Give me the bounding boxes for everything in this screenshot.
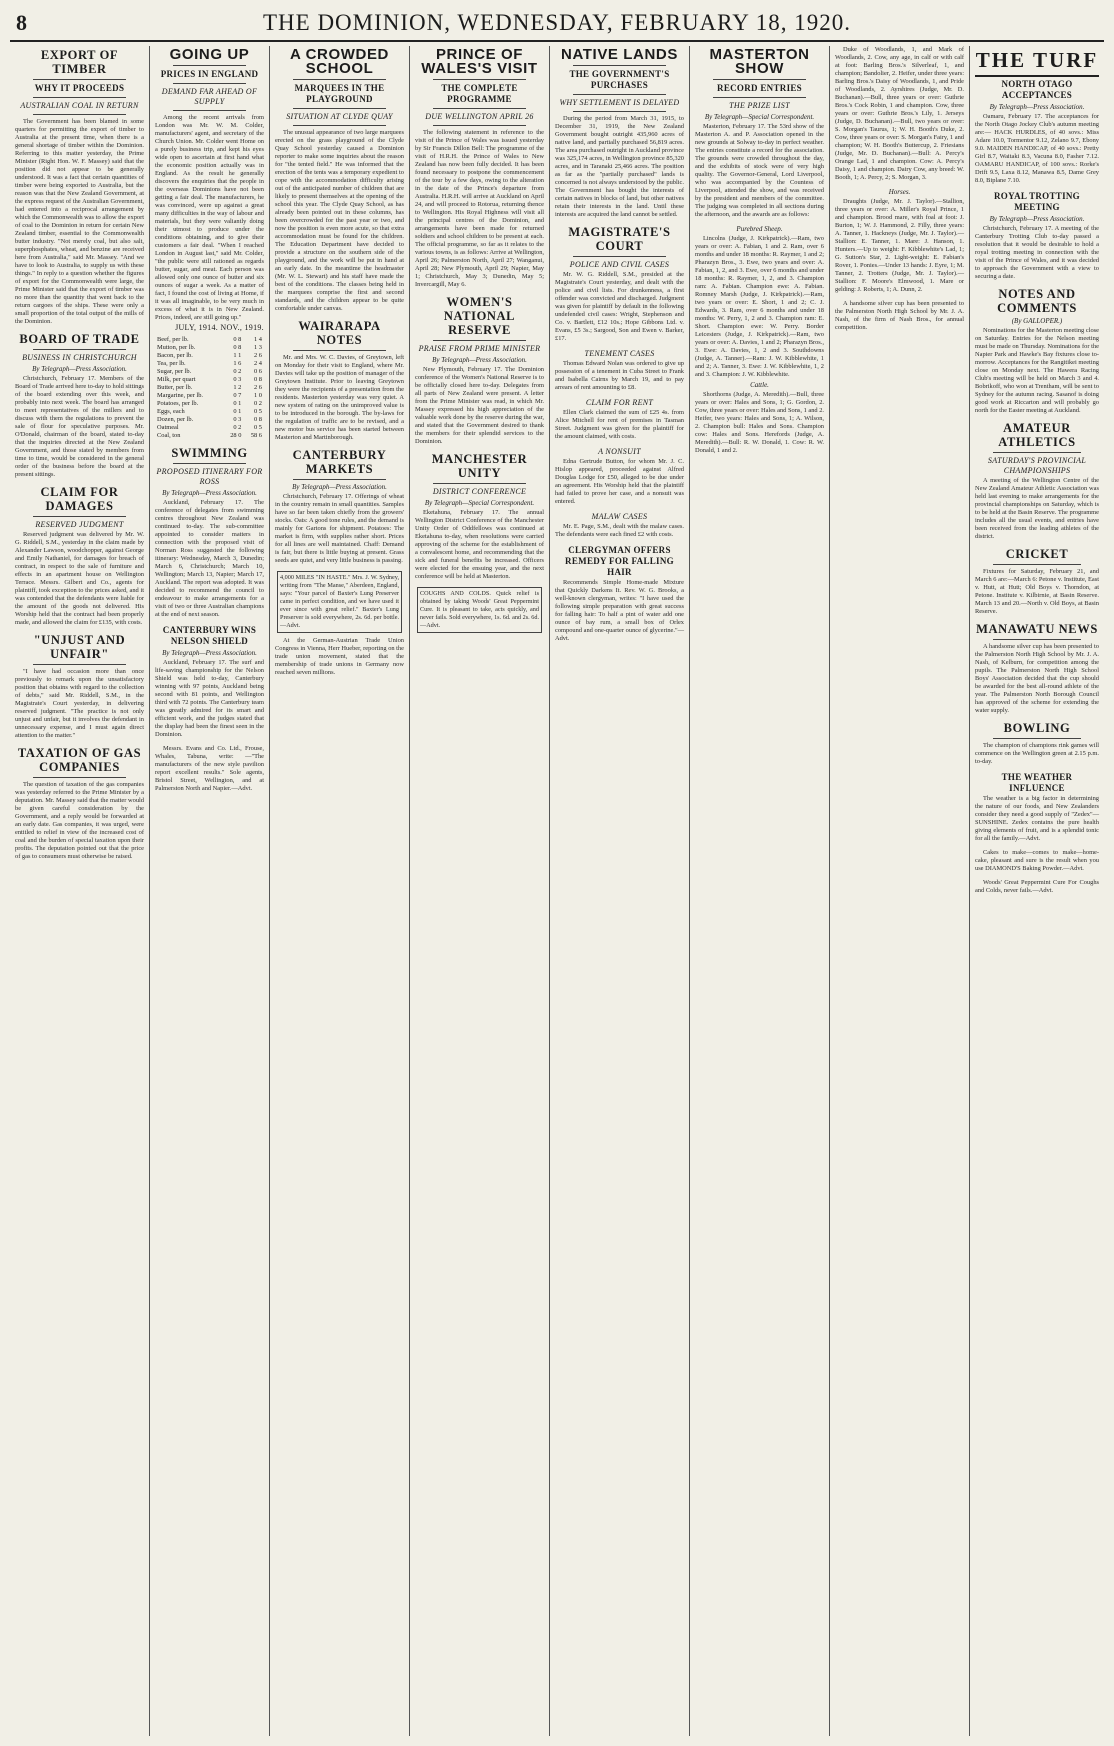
price-row [155,352,264,360]
headline: NATIVE LANDS [561,46,678,63]
price-1919: 0 2 [254,400,262,407]
headline: ROYAL TROTTING MEETING [994,191,1080,212]
article-bowling [975,721,1099,766]
price-1914: 0 2 [233,424,242,431]
article-body: The unusual appearance of two large marquees erected on the grass playground of the Clyde Quay School yesterday caused a Dominion reporter to make some inquiries about the reason for "the tented field." He was informed that the erection of the tents was a temporary expedient to cope with the accommodation difficulty arising out of the anticipated number of children that are likely to present themselves at the opening of the school this year. The Clyde Quay School, as has already been pointed out in these columns, has been overcrowded for the past year or two, and now the position is even more acute, so that extra accommodation must be found for the children. The Education Department have decided to provide a structure on the southern side of the playground, and the work will be put in hand at an early date. In the meantime the headmaster (Mr. W. L. Stewart) and his staff have made the best of the conditions. The classes being held in the marquees comprise the first and second standards, and the children appear to be quite comfortable under canvas. [275,129,406,312]
column-2 [150,46,270,1736]
headline: TAXATION OF GAS COMPANIES [17,746,142,774]
article-body: Lincolns (Judge, J. Kirkpatrick).—Ram, two years or over: A. Fabian, 1 and 2. Ram, over 6 months and under 18 months: R. Raymer, 1 and 2; Pharazyn Bros., 3. Ewe, two years and over: A. Fabian, 1, 2, and 3. Ewe, over 6 months and under 18 months: R. Raymer, 1, 2, and 3. Champion ram: A. Fabian. Champion ewe: A. Fabian. Romney Marsh (Judge, J. Kirkpatrick).—Ram, two years or over: E. Short, 1 and 2; C. J. Edwards, 3. Ram, over 6 months and under 18 months: W. Perry, 1, 2 and 3. Champion ram: E. Short. Champion ewe: W. Perry. Border Leicesters (Judge, J. Kirkpatrick).—Ram, two years or over: A. Davies, 1 and 2; Pharazyn Bros., 3. Ewe: A. Davies, 1, 2 and 3. Southdowns (Judge, A. Tanner).—Ram: J. W. Kibblewhite, 1 and 2; A. Tanner, 3. Ewe: J. W. Kibblewhite, 1, 2 and 3. Champion: J. W. Kibblewhite. [695,235,826,378]
prize-list-cattle [835,46,964,182]
article-manawatu-news [975,622,1099,715]
article-native-lands [555,48,684,219]
subheadline: TENEMENT CASES [584,349,655,358]
article-malaw-cases [555,512,684,539]
price-item: Margarine, per lb. [157,392,204,399]
subheadline: DEMAND FAR AHEAD OF SUPPLY [161,87,258,106]
article-body: Recommends Simple Home-made Mixture that Quickly Darkens It. Rev. W. G. Brooks, a well-known clergyman, writes: "I have used the following simple preparation with great success for falling hair: To half a pint of water add one ounce of bay rum, a small box of Orlex compound and one-quarter ounce of glycerine."—Advt. [555,579,686,642]
section-masthead: THE TURF [975,48,1099,72]
article-masterton-show [695,48,824,219]
column-8 [970,46,1104,1736]
column-6 [690,46,830,1736]
headline: AMATEUR ATHLETICS [998,421,1076,449]
article-body: A meeting of the Wellington Centre of the New Zealand Amateur Athletic Association was held last evening to make arrangements for the provincial championships on Saturday, which is to be held at the Basin Reserve. The programme includes all the usual events, and entries have been received from the leading athletes of the district. [975,477,1101,540]
article-body: The champion of champions rink games will commence on the Wellington green at 2.15 p.m. to-day. [975,742,1101,765]
price-row [155,416,264,424]
byline: By Telegraph—Press Association. [162,489,257,497]
byline: By Telegraph—Press Association. [32,365,127,373]
subheadline: DUE WELLINGTON APRIL 26 [425,112,534,121]
price-1914: 1 2 [233,384,242,391]
article-body: New Plymouth, February 17. The Dominion conference of the Women's National Reserve is to be officially closed here to-day. Delegates from all parts of New Zealand were present. A letter from the Prime Minister was read, in which Mr. Massey expressed his high appreciation of the valuable work done by the reserve during the war, and stated that the Government desired to thank the members for their splendid services to the Dominion. [415,366,546,445]
article-magistrates-court [555,225,684,343]
article-body: "I have had occasion more than once previously to remark upon the unsatisfactory position that obtains with regard to the collection of debts," said Mr. Riddell, S.M., in the Magistrate's Court yesterday, in delivering reserved judgment. "The practice is not only unjust and unfair, but it involves the defendant in unnecessary expense, and I must again direct attention to the matter." [15,668,146,739]
headline: CLAIM FOR DAMAGES [40,485,119,513]
subheadline: SATURDAY'S PROVINCIAL CHAMPIONSHIPS [987,456,1087,475]
article-body: Auckland, February 17. The conference of delegates from swimming centres throughout New Zealand was continued to-day. The sub-committee appointed to consider matters in connection with the proposed visit of Norman Ross suggested the following itinerary: Wednesday, March 3, Dunedin; March 6, Christchurch; March 10, Wellington; March 13, Napier; March 17, Auckland. The report was adopted. It was decided to recommend the council to endeavour to make arrangements for a visit of two or three Australian champions at the end of next season. [155,499,266,618]
article-body: Shorthorns (Judge, A. Meredith).—Bull, three years or over: Hales and Sons, 1; G. Gordon, 2. Cow, three years or over: Hales and Sons, 1 and 2. Heifer, two years: Hales and Sons, 1; A. Wilson, 2. Champion bull: Hales and Sons. Champion cow: Hales and Sons. Herefords (Judge, A. Meredith).—Bull: R. W. Donald, 1. Cow: R. W. Donald, 1 and 2. [695,391,826,454]
prize-list-sheep [695,225,824,455]
article-body: The following statement in reference to the visit of the Prince of Wales was issued yesterday by Sir Francis Dillon Bell: The programme of the visit of H.R.H. the Prince of Wales to New Zealand has now been fully decided. It has been found necessary to postpone the commencement of the tour by a few days, owing to the alteration in the date of the Prince's departure from Australia. H.R.H. will arrive at Auckland on April 24, and will proceed to Rotorua, returning thence to Wellington. His Royal Highness will visit all the principal centres of the Dominion, and arrangements have been made for returned soldiers and school children to be present at each. The official programme, so far as it relates to the various towns, is as follows: Arrive at Wellington, April 26; Palmerston North, April 27; Wanganui, April 28; New Plymouth, April 29; Napier, May 1; Christchurch, May 3; Dunedin, May 5; Invercargill, May 6. [415,129,546,288]
column-5 [550,46,690,1736]
headline: PRINCE OF WALES'S VISIT [421,46,538,77]
advertisement [277,571,402,633]
article-body: Mr. and Mrs. W. C. Davies, of Greytown, left on Monday for their visit to England, where Mr. Davies will take up the position of manager of the Greytown Institute. Prior to leaving Greytown they were the recipients of a presentation from the residents. Masterton yesterday was very quiet. A new system of rating on the unimproved value is to be introduced in the borough. The by-laws for the regulation of traffic are to be revised, and a new motor bus service has been started between Masterton and Martinborough. [275,354,406,441]
price-item: Sugar, per lb. [157,368,192,375]
column-4 [410,46,550,1736]
byline: By Telegraph—Press Association. [162,649,257,657]
ad-text: Woods' Great Peppermint Cure For Coughs and Colds, never fails.—Advt. [975,879,1101,894]
article-body: Thomas Edward Nolan was ordered to give up possession of a tenement in Cuba Street to Frank and Isabella Cairns by March 19, and to pay arrears of rent amounting to £8. [555,360,686,391]
article-manchester-unity [415,452,544,581]
headline: CANTERBURY MARKETS [292,448,387,476]
article-body: Christchurch, February 17. Members of the Board of Trade arrived here to-day to hold sittings of the board extending over this week, and probably into next week. The board has arranged to meet representatives of the millers and to discuss with them the regulations to prevent the sale of flour for speculative purposes. Mr. O'Donald, chairman of the board, stated to-day that the inquiries directed at the New Zealand Government, and those stated by members from time to time, would be considered in the general order of the business before the board at the present sittings. [15,375,146,478]
subheadline: MARQUEES IN THE PLAYGROUND [294,83,385,104]
price-1919: 0 8 [254,376,262,383]
article-unjust-and-unfair [15,633,144,740]
price-item: Beef, per lb. [157,336,189,343]
article-weather-influence [975,772,1099,843]
ad-text: COUGHS AND COLDS. Quick relief is obtained by taking Woods' Great Peppermint Cure. It is pleasant to take, acts quickly, and never fails. Sold everywhere, 1s. 6d. and 2s. 6d.—Advt. [420,590,541,629]
subheadline: MALAW CASES [591,512,648,521]
article-body: The Government has been blamed in some quarters for permitting the export of timber to Australia at the present time, when there is a general shortage of timber within the Dominion. Referring to this matter yesterday, the Prime Minister (Right Hon. W. F. Massey) said that the position did not appear to be generally understood. It was a fact that certain quantities of timber were being exported to Australia, but the reason was that the New Zealand Government, at the express request of the Australian Government, had entered into a reciprocal arrangement by which the Commonwealth was to allow the export of coal to the Dominion in return for certain New Zealand timber, essential to the Commonwealth butter industry. "Not merely coal, but also salt, superphosphates, wheat, and benzine are received here from Australia," said Mr. Massey. "And we have to look to Australia, to supply us with these things." In reply to a question whether the figures of export for the Commonwealth were large, the Prime Minister said that the export of timber was no more than the quantity that went back to the return cargoes of the ships. These were only a small proportion of the total output of the mills of the Dominion. [15,118,146,325]
price-1914: 0 8 [233,336,242,343]
price-row [155,376,264,384]
price-table [155,336,264,440]
price-item: Potatoes, per lb. [157,400,199,407]
article-body: Nominations for the Masterton meeting close on Saturday. Entries for the Nelson meeting must be made on Thursday. Nominations for the Napier Park and Hawke's Bay fixtures close to-morrow. Acceptances for the Rangitikei meeting close on Monday next. The Hawera Racing Club's meeting will be held on March 3 and 4. Bobrikoff, who won at Trentham, will be sent to Sydney for the autumn racing. Sasanof is doing good work at Riccarton and will probably go north for the Easter meeting at Auckland. [975,327,1101,414]
price-row [155,432,264,440]
article-body: Duke of Woodlands, 1, and Mark of Woodlands, 2. Cow, any age, in calf or with calf at foot: Barling Bros.'s Silverleaf, 1, and champion; Bandolier, 2. Heifer, under three years: Barling Bros.'s Daisy of Woodlands, 1, and Pride of Woodlands, 2. Ayrshires (Judge, Mr. D. Buchanan).—Bull, three years or over: Guthrie Bros.'s Cock Robin, 1 and champion. Cow, three years or over: Guthrie Bros.'s Lily, 1. Jerseys (Judge, D. Buchanan).—Bull, two years or over: S. Morgan's Taurus, 1; W. H. Booth's Duke, 2. Cow, three years or over: S. Morgan's Fairy, 1 and champion; W. H. Booth's Buttercup, 2. Friesians (Judge, Mr. D. Buchanan).—Bull: A. Percy's Orange Lad, 1 and champion. Cow: A. Percy's Daisy, 1 and champion. Dairy Cow, any breed: W. Booth, 1; A. Percy, 2; S. Morgan, 3. [835,46,966,181]
headline: CLERGYMAN OFFERS REMEDY FOR FALLING HAIR [565,545,674,577]
article-north-otago [975,79,1099,185]
article-body: Christchurch, February 17. A meeting of the Canterbury Trotting Club to-day passed a resolution that it would be desirable to hold a royal trotting meeting in connection with the visit of the Prince of Wales, and it was decided to approach the Government with a view to securing a date. [975,225,1101,280]
price-item: Milk, per quart [157,376,196,383]
article-trade-union [275,637,404,677]
headline: NORTH OTAGO ACCEPTANCES [1001,79,1073,100]
ad-text: Cakes to make—comes to make—home-cake, pleasant and sure is the result when you use DIAMOND'S Baking Powder.—Advt. [975,849,1101,872]
prize-list-horses [835,188,964,294]
price-1914: 0 7 [233,392,242,399]
subheadline: SITUATION AT CLYDE QUAY [286,112,393,121]
article-export-of-timber [15,48,144,326]
article-going-up [155,48,264,440]
price-row [155,408,264,416]
price-row [155,336,264,344]
headline: "UNJUST AND UNFAIR" [33,633,126,661]
price-1919: 0 5 [254,408,262,415]
price-1919: 0 8 [254,416,262,423]
article-royal-trotting [975,191,1099,281]
subheadline: A NONSUIT [598,447,641,456]
article-prince-of-wales [415,48,544,289]
article-body: At the German-Austrian Trade Union Congress in Vienna, Herr Hueber, reporting on the trade union movement, stated that the membership of trade unions in Germany now reached seven millions. [275,637,406,676]
article-body: Ellen Clark claimed the sum of £25 4s. from Alice Mitchell for rent of premises in Tasman Street. Judgment was given for the plaintiff for the amount claimed, with costs. [555,409,686,440]
section-title: Horses. [888,188,911,196]
byline: By Telegraph—Press Association. [989,215,1085,223]
page-number: 8 [16,10,27,35]
price-item: Mutton, per lb. [157,344,196,351]
notice [835,300,964,332]
article-nonsuit [555,447,684,506]
headline: CANTERBURY WINS NELSON SHIELD [162,625,257,646]
subheadline: PRICES IN ENGLAND [160,69,259,79]
subheadline: THE GOVERNMENT'S PURCHASES [569,69,670,90]
headline: SWIMMING [171,446,248,460]
article-amateur-athletics [975,421,1099,541]
article-swimming [155,446,264,619]
price-item: Coal, ton [157,432,181,439]
advertisement [555,545,684,643]
headline: BOARD OF TRADE [19,332,140,346]
subheadline: RESERVED JUDGMENT [35,520,124,529]
article-body: Masterton, February 17. The 53rd show of the Masterton A. and P. Association opened in the new grounds at Solway to-day in perfect weather. The entries constitute a record for the association. The grounds were crowded throughout the day, and the exhibits of stock were of very high quality. The Governor-General, Lord Liverpool, who was accompanied by the Countess of Liverpool, attended the show, and was received by the president and members of the committee. The judging was completed in all sections during the afternoon, and the awards are as follows: [695,123,826,218]
subheadline: DISTRICT CONFERENCE [432,487,527,496]
article-body: Eketahuna, February 17. The annual Wellington District Conference of the Manchester Unity Order of Oddfellows was continued at Eketahuna to-day, when resolutions were carried approving of the scheme for the establishment of a convalescent home, and recommending that the sick and funeral benefits be increased. Officers were elected for the ensuing year, and the next conference will be held at Masterton. [415,509,546,580]
subheadline: PRAISE FROM PRIME MINISTER [418,344,541,353]
price-1919: 1 0 [254,392,262,399]
headline: BOWLING [1003,721,1071,735]
article-board-of-trade [15,332,144,479]
price-1914: 0 8 [233,344,242,351]
advertisement [975,879,1099,895]
article-body: The weather is a big factor in determining the nature of our foods, and New Zealanders consider they need a good supply of "Zedex"—SUNSHINE. Zedex contains the pure health giving elements of fruit, and is a splendid tonic for all the family.—Advt. [975,795,1101,842]
section-title: Cattle. [750,381,769,389]
article-body: The question of taxation of the gas companies was yesterday referred to the Prime Minister by a deputation. Mr. Massey said that the matter would be given careful consideration by the Government, and a reply would be forwarded at an early date. Gas companies, it was urged, were entitled to relief in view of the increased cost of coal and the burden of special taxation upon their profits. The deputation pointed out that the price of gas to consumers must otherwise be raised. [15,781,146,860]
price-1914: 0 1 [233,408,242,415]
article-canterbury-markets [275,448,404,565]
price-1914: 1 6 [233,360,242,367]
price-1914: 28 0 [230,432,242,439]
price-1914: 0 3 [233,376,242,383]
price-1919: 0 5 [254,424,262,431]
advertisement [155,745,264,793]
byline: By Telegraph—Special Correspondent. [424,499,535,507]
article-wairarapa-notes [275,319,404,442]
article-body: Mr. W. G. Riddell, S.M., presided at the Magistrate's Court yesterday, and dealt with the police and civil lists. For drunkenness, a first offender was convicted and discharged. Judgment was given for plaintiff by default in the following undefended civil cases: Wright, Stephenson and Co. v. Bartlett, £12 10s.; Hope Gibbons Ltd. v. Evans, £5 3s.; Sargood, Son and Ewen v. Barker, £17. [555,271,686,342]
price-row [155,424,264,432]
price-1919: 2 6 [254,384,262,391]
price-row [155,368,264,376]
price-table-heading: JULY, 1914. NOV., 1919. [175,323,264,332]
page-masthead [10,6,1104,42]
byline: By Telegraph—Press Association. [989,103,1085,111]
subheadline: BUSINESS IN CHRISTCHURCH [22,353,137,362]
column-3 [270,46,410,1736]
subheadline: PROPOSED ITINERARY FOR ROSS [156,467,263,486]
headline: MASTERTON SHOW [709,46,810,77]
price-item: Bacon, per lb. [157,352,193,359]
article-body: During the period from March 31, 1915, to December 31, 1919, the New Zealand Government bought outright 435,960 acres of native land, and partially purchased 56,819 acres. The area purchased outright in Auckland province was 325,174 acres, in Wellington province 85,320 acres, and in Taranaki 25,466 acres. The position as far as the "partially purchased" lands is concerned is not always understood by the public. The Government has bought the interests of certain natives in blocks of land, but other natives retain their interests in the land. Until these interests are acquired the land cannot be settled. [555,115,686,218]
article-tenement-cases [555,349,684,392]
article-taxation-of-gas [15,746,144,861]
price-item: Tea, per lb. [157,360,186,367]
article-body: Among the recent arrivals from London was Mr. W. M. Colder, manufacturers' agent, and secretary of the Church Union. Mr. Colder went Home on a purely business trip, and kept his eyes wide open to ascertain at first hand what the economic position actually was in England. As the result he generally discovers the enquiries that the people in the overseas Dominions have not been getting a fair deal. The manufacturers, he was convinced, were up against a great many difficulties in the way of labour and materials, but they were valiantly doing their utmost to produce under the conditions obtaining, and to give their customers a fair deal. "When I reached London in August last," said Mr. Colder, "the public were still rationed as regards butter, sugar, and meat. Each person was allowed only one ounce of butter and six ounces of sugar a week. As a matter of fact, I found the cost of living at Home, if it was all imaginable, to be very much in excess of what it is in New Zealand. Prices, indeed, are still going up." [155,114,266,321]
article-body: Messrs. Evans and Co. Ltd., Frouse, Whales, Tabuna, write: —"The manufacturers of the new style pavilion report excellent results." Sole agents, Bristol Street, Wellington, and at Palmerston North and Napier.—Advt. [155,745,266,792]
byline: By Telegraph—Press Association. [292,483,387,491]
price-item: Butter, per lb. [157,384,193,391]
ad-text: 4,000 MILES "IN HASTE." Mrs. J. W. Sydney, writing from "The Manse," Aberdeen, England, says: "Your parcel of Baxter's Lung Preserver came in perfect condition, and we have used it ever since with great relief." Baxter's Lung Preserver is sold everywhere, 2s. 6d. per bottle.—Advt. [280,574,401,629]
price-1914: 0 2 [233,368,242,375]
article-womens-national-reserve [415,295,544,446]
headline: MANAWATU NEWS [976,622,1098,636]
headline: A CROWDED SCHOOL [289,46,389,77]
headline: GOING UP [169,46,250,63]
price-row [155,344,264,352]
price-row [155,392,264,400]
price-1919: 0 6 [254,368,262,375]
headline: EXPORT OF TIMBER [40,48,119,76]
byline: (By GALLOPER.) [1011,317,1063,325]
subheadline: AUSTRALIAN COAL IN RETURN [20,101,139,110]
headline: WAIRARAPA NOTES [298,319,381,347]
headline: NOTES AND COMMENTS [997,287,1077,315]
column-1 [10,46,150,1736]
article-notes-and-comments [975,287,1099,415]
price-1919: 2 4 [254,360,262,367]
price-1919: 1 3 [254,344,262,351]
price-row [155,400,264,408]
price-1919: 58 6 [250,432,262,439]
article-body: Fixtures for Saturday, February 21, and March 6 are:—March 6: Petone v. Institute, East v. Hutt, at Hutt; Old Boys v. Thorndon, at Petone. Institute v. Kilbirnie, at Basin Reserve. March 13 and 20.—North v. Old Boys, at Basin Reserve. [975,568,1101,615]
subheadline: THE PRIZE LIST [729,101,790,110]
article-body: Oamaru, February 17. The acceptances for the North Otago Jockey Club's autumn meeting are:— HACK HURDLES, of 40 sovs.: Miss Adare 10.0, Tormentor 9.12, Zelano 9.7, Ebony 9.0. MAIDEN HANDICAP, of 40 sovs.: Pretty Girl 8.7, Waitaki 8.3, Vacuna 8.0, Fasher 7.12. OAMARU HANDICAP, of 100 sovs.: Rorke's Drift 9.5, Laxa 8.12, Manawa 8.5, Dame Grey 8.0, Biplane 7.10. [975,113,1101,184]
headline: THE WEATHER INFLUENCE [1001,772,1073,793]
byline: By Telegraph—Press Association. [432,356,527,364]
price-row [155,360,264,368]
article-body: A handsome silver cup has been presented to the Palmerston North High School by Mr. J. A. Nash, of Kelburn, for competition among the pupils. The Palmerston North High School Boys' Association decided that the cup should be awarded for the best all-round athlete of the year. The Palmerston North Borough Council has approved of the scheme for extending the water supply. [975,643,1101,714]
article-body: Christchurch, February 17. Offerings of wheat in the country remain in small quantities. Samples have so far been taken chiefly from the growers' stocks. Oats: A good tone rules, and the demand is mainly for Gartons for shipment. Potatoes: The market is firm, with supplies rather short. Prices for all lines are well maintained. Chaff: Demand is fair, but there is little buying at present. Grass seeds are quiet, and very little business is passing. [275,493,406,564]
subheadline: CLAIM FOR RENT [585,398,654,407]
headline: MAGISTRATE'S COURT [568,225,671,253]
columns [10,46,1104,1736]
column-7 [830,46,970,1736]
byline: By Telegraph—Special Correspondent. [704,113,815,121]
dateline: THE DOMINION, WEDNESDAY, FEBRUARY 18, 1920. [262,10,851,35]
price-item: Eggs, each [157,408,185,415]
subheadline: WHY IT PROCEEDS [34,83,125,93]
article-claim-for-rent [555,398,684,441]
price-row [155,384,264,392]
price-1919: 1 4 [254,336,262,343]
article-body: Draughts (Judge, Mr. J. Taylor).—Stallion, three years or over: A. Miller's Royal Prince, 1 and champion. Brood mare, with foal at foot: J. Burton, 1; W. J. Hammond, 2. Filly, three years: A. Tanner, 1. Hackneys (Judge, Mr. J. Taylor).—Stallion: E. Tanner, 1. Mare: J. Hanson, 1. Hunters.—Up to weight: F. Kibblewhite's Lad, 1; G. Sutton's Star, 2. Light-weight: E. Fabian's Rover, 1. Ponies.—Under 13 hands: J. Eyre, 1; M. Tanner, 2. Trotters (Judge, Mr. J. Taylor).—Stallion: F. Moore's Elmwood, 1. Mare or gelding: J. Roberts, 1; A. Dunn, 2. [835,198,966,293]
headline: WOMEN'S NATIONAL RESERVE [443,295,516,337]
subheadline: RECORD ENTRIES [717,83,802,93]
advertisement [975,849,1099,873]
price-item: Oatmeal [157,424,179,431]
article-body: Reserved judgment was delivered by Mr. W. G. Riddell, S.M., yesterday in the claim made by Alexander Lawson, woodchopper, against George and Emily Nathaniel, for damages for breach of contract, in respect to the sale of furniture and effects in an apartment house on Wellington Terrace. Messrs. Gilbert and Co., agents for plaintiff, took exception to the prices asked, and it was contended that the defendants were liable for the amount of the goods not delivered. His Worship held that the contract had been properly made, and allowed the claim for £135, with costs. [15,531,146,626]
article-body: Auckland, February 17. The surf and life-saving championship for the Nelson Shield was held to-day, Canterbury winning with 97 points, Auckland being second with 81 points, and Wellington third with 72 points. The Canterbury team was greatly admired for its smart and efficient work, and the judges stated that the display had been the finest seen in the Dominion. [155,659,266,738]
headline: MANCHESTER UNITY [431,452,528,480]
article-body: Mr. E. Page, S.M., dealt with the malaw cases. The defendants were each fined £2 with costs. [555,523,686,538]
price-item: Dozen, per lb. [157,416,194,423]
article-cricket [975,547,1099,616]
price-1914: 0 1 [233,400,242,407]
price-1914: 0 3 [233,416,242,423]
headline: CRICKET [1005,547,1069,561]
subheadline: THE COMPLETE PROGRAMME [441,83,518,104]
article-body: Edna Gertrude Button, for whom Mr. J. C. Hislop appeared, proceeded against Alfred Douglas Lodge for £50, alleged to be due under an agreement. His Worship held that the plaintiff had failed to prove her case, and a nonsuit was entered. [555,458,686,505]
article-crowded-school [275,48,404,313]
section-title: Purebred Sheep. [736,225,783,233]
price-1919: 2 6 [254,352,262,359]
subheadline: POLICE AND CIVIL CASES [569,260,670,269]
price-1914: 1 1 [233,352,242,359]
article-body: A handsome silver cup has been presented to the Palmerston North High School by Mr. J. A. Nash, of the firm of Nash Bros., for annual competition. [835,300,966,331]
subheadline: WHY SETTLEMENT IS DELAYED [559,98,680,107]
article-nelson-shield [155,625,264,739]
advertisement [417,587,542,633]
article-claim-for-damages [15,485,144,627]
